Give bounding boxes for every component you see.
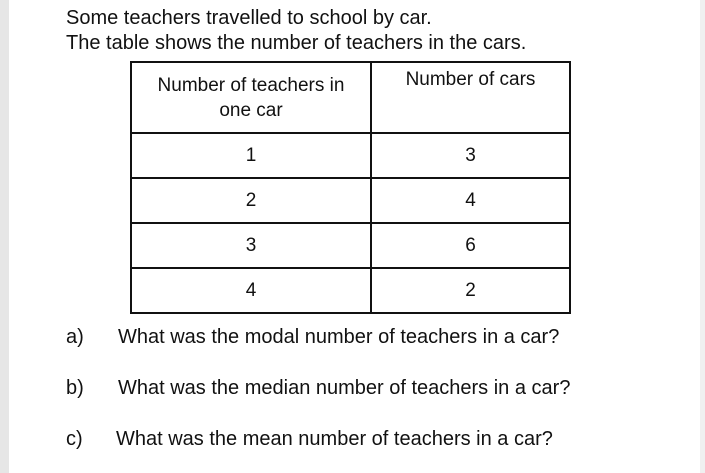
table-row — [131, 133, 570, 178]
table-cell-cars: 2 — [371, 268, 570, 313]
question-b-label: b) — [66, 377, 84, 399]
page-left-edge — [0, 0, 9, 473]
table-cell-teachers: 3 — [131, 223, 371, 268]
header-teachers-per-car: Number of teachers in one car — [131, 62, 371, 133]
question-b-text: What was the median number of teachers in a car? — [118, 377, 571, 399]
table-row — [131, 178, 570, 223]
table-cell-cars: 6 — [371, 223, 570, 268]
table-row — [131, 223, 570, 268]
table-cell-teachers: 2 — [131, 178, 371, 223]
question-c-label: c) — [66, 428, 83, 450]
table-cell-teachers: 1 — [131, 133, 371, 178]
table-cell-cars: 3 — [371, 133, 570, 178]
table-row — [131, 268, 570, 313]
table-cell-cars: 4 — [371, 178, 570, 223]
page-right-edge — [700, 0, 705, 473]
intro-line-2: The table shows the number of teachers in the cars. — [66, 32, 527, 54]
table-header-row — [131, 62, 570, 133]
intro-line-1: Some teachers travelled to school by car. — [66, 7, 432, 29]
table-cell-teachers: 4 — [131, 268, 371, 313]
intro-text — [66, 6, 526, 56]
question-a-text: What was the modal number of teachers in a car? — [118, 326, 560, 348]
header-number-of-cars: Number of cars — [371, 62, 570, 133]
teachers-cars-table — [130, 61, 571, 314]
question-c-text: What was the mean number of teachers in a car? — [116, 428, 553, 450]
question-a-label: a) — [66, 326, 84, 348]
